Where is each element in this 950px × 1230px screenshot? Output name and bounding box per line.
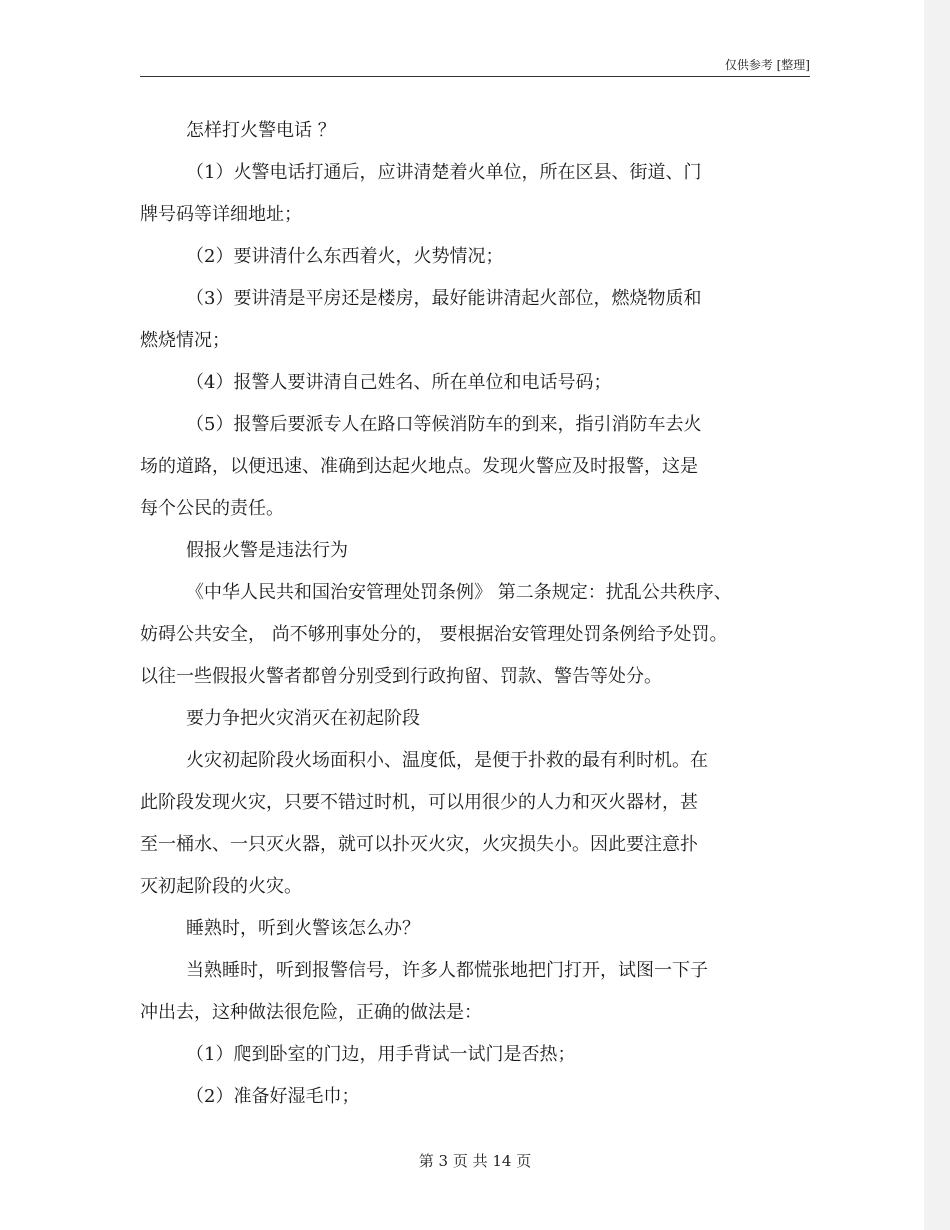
text-line: 灭初起阶段的火灾。: [140, 876, 302, 897]
text-line: 每个公民的责任。: [140, 498, 284, 519]
text-line: （2）准备好湿毛巾；: [186, 1086, 360, 1107]
text-line: （1）爬到卧室的门边，用手背试一试门是否热；: [186, 1044, 576, 1065]
text-line: 怎样打火警电话 ？: [186, 120, 336, 141]
text-line: 牌号码等详细地址；: [140, 204, 302, 225]
text-line: 燃烧情况；: [140, 330, 230, 351]
text-line: （1）火警电话打通后，应讲清楚着火单位，所在区县、街道、门: [186, 162, 702, 183]
body-text: [140, 110, 810, 1118]
text-line: 当熟睡时，听到报警信号，许多人都慌张地把门打开，试图一下子: [186, 960, 708, 981]
text-line: 假报火警是违法行为: [186, 540, 348, 561]
page-footer: 第 3 页 共 14 页: [418, 1152, 532, 1170]
text-line: （4）报警人要讲清自己姓名、所在单位和电话号码；: [186, 372, 612, 393]
text-line: 要力争把火灾消灭在初起阶段: [186, 708, 420, 729]
text-line: 场的道路，以便迅速、准确到达起火地点。发现火警应及时报警，这是: [140, 456, 698, 477]
text-line: （3）要讲清是平房还是楼房，最好能讲清起火部位，燃烧物质和: [186, 288, 702, 309]
page-header: 仅供参考 [整理]: [724, 58, 810, 72]
text-line: （2）要讲清什么东西着火，火势情况；: [186, 246, 504, 267]
text-line: （5）报警后要派专人在路口等候消防车的到来，指引消防车去火: [186, 414, 702, 435]
text-line: 冲出去，这种做法很危险，正确的做法是：: [140, 1002, 482, 1023]
page-edge-shadow: [924, 0, 950, 1230]
text-line: 至一桶水、一只灭火器，就可以扑灭火灾，火灾损失小。因此要注意扑: [140, 834, 698, 855]
text-line: 睡熟时，听到火警该怎么办？: [186, 918, 420, 939]
text-line: 妨碍公共安全， 尚不够刑事处分的， 要根据治安管理处罚条例给予处罚。: [140, 624, 728, 645]
text-line: 此阶段发现火灾，只要不错过时机，可以用很少的人力和灭火器材，甚: [140, 792, 698, 813]
text-line: 《中华人民共和国治安管理处罚条例》 第二条规定：扰乱公共秩序、: [186, 582, 732, 603]
text-line: 火灾初起阶段火场面积小、温度低，是便于扑救的最有利时机。在: [186, 750, 708, 771]
text-line: 以往一些假报火警者都曾分别受到行政拘留、罚款、警告等处分。: [140, 666, 662, 687]
header-divider: [140, 76, 810, 77]
